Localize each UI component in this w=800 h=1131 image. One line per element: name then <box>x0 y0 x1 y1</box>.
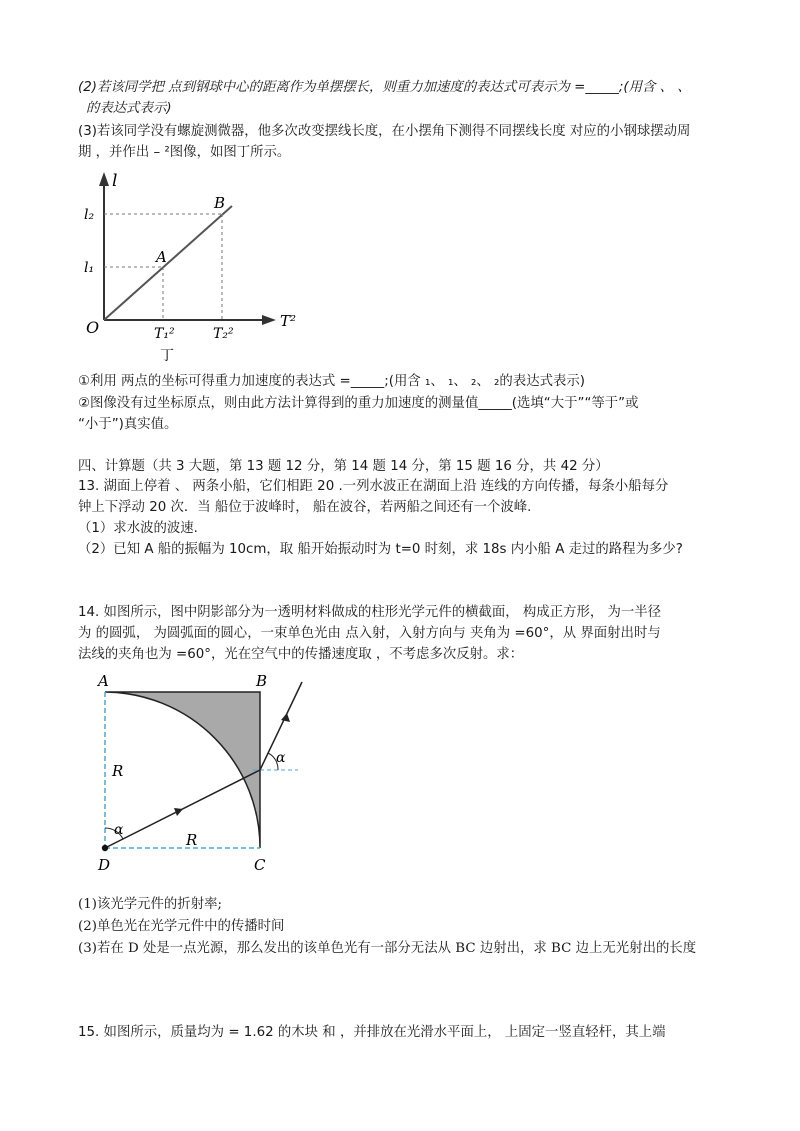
part2-line1: (2)若该同学把 点到钢球中心的距离作为单摆摆长，则重力加速度的表达式可表示为 =_____;(用含 、 、 <box>78 80 691 95</box>
q13-line1: 13. 湖面上停着 、 两条小船，它们相距 20 .一列水波正在湖面上沿 连线的方向传播，每条小船每分 <box>78 479 669 494</box>
label-b: B <box>256 672 268 690</box>
q13-sub2: （2）已知 A 船的振幅为 10cm，取 船开始振动时为 t=0 时刻，求 18s 内小船 A 走过的路程为多少? <box>78 542 683 557</box>
t1-label: T₁² <box>154 326 175 342</box>
l-vs-t2-graph <box>80 168 320 368</box>
label-alpha-exit: α <box>276 750 286 766</box>
label-alpha-d: α <box>114 822 124 838</box>
q14-sub1: (1)该光学元件的折射率; <box>78 897 222 912</box>
sub-item-2-line1: ②图像没有过坐标原点，则由此方法计算得到的重力加速度的测量值_____(选填“大于”“等于”或 <box>78 396 639 411</box>
fit-line <box>104 206 232 320</box>
point-b-label: B <box>214 194 226 212</box>
part3-line1: (3)若该同学没有螺旋测微器，他多次改变摆线长度，在小摆角下测得不同摆线长度 对应的小钢球摆动周 <box>78 124 691 139</box>
part2-line2: 的表达式表示) <box>86 101 172 116</box>
q15-line1: 15. 如图所示，质量均为 = 1.62 的木块 和 ，并排放在光滑水平面上， 上固定一竖直轻杆，其上端 <box>78 1025 666 1040</box>
point-d-dot <box>102 845 108 851</box>
part3-line2: 期 ，并作出 – ²图像，如图丁所示。 <box>78 145 291 160</box>
y-axis-label: l <box>112 171 118 191</box>
q13-sub1: （1）求水波的波速. <box>78 521 198 536</box>
label-d: D <box>98 856 111 874</box>
q14-sub3: (3)若在 D 处是一点光源，那么发出的该单色光有一部分无法从 BC 边射出，求 BC 边上无光射出的长度 <box>78 941 697 956</box>
y-axis-arrow <box>99 172 109 186</box>
origin-label: O <box>86 318 100 337</box>
x-axis-label: T² <box>280 312 297 330</box>
sub-item-1: ①利用 两点的坐标可得重力加速度的表达式 =_____;(用含 ₁、 ₁、 ₂、 ₂的表达式表示) <box>78 374 585 389</box>
q14-sub2: (2)单色光在光学元件中的传播时间 <box>78 919 285 934</box>
point-a-label: A <box>156 248 167 266</box>
l2-label: l₂ <box>84 207 95 223</box>
q14-line3: 法线的夹角也为 =60°，光在空气中的传播速度取 ，不考虑多次反射。求： <box>78 647 524 662</box>
label-r-horizontal: R <box>186 831 198 849</box>
optics-figure <box>88 668 328 882</box>
ray-arrow-exit <box>281 713 290 722</box>
q14-line1: 14. 如图所示，图中阴影部分为一透明材料做成的柱形光学元件的横截面， 构成正方形， 为一半径 <box>78 605 662 620</box>
l1-label: l₁ <box>84 260 95 276</box>
section4-heading: 四、计算题（共 3 大题，第 13 题 12 分，第 14 题 14 分，第 15 题 16 分，共 42 分） <box>78 459 609 474</box>
label-a: A <box>98 672 109 690</box>
x-axis-arrow <box>262 315 276 325</box>
shaded-element <box>105 692 260 848</box>
label-c: C <box>254 856 266 874</box>
sub-item-2-line2: “小于”)真实值。 <box>78 417 178 432</box>
q14-line2: 为 的圆弧， 为圆弧面的圆心，一束单色光由 点入射，入射方向与 夹角为 =60°，从 界面射出时与 <box>78 626 661 641</box>
t2-label: T₂² <box>213 326 234 342</box>
q13-line2: 钟上下浮动 20 次．当 船位于波峰时， 船在波谷，若两船之间还有一个波峰. <box>78 500 532 515</box>
label-r-vertical: R <box>112 762 124 780</box>
figure-caption: 丁 <box>160 348 174 364</box>
